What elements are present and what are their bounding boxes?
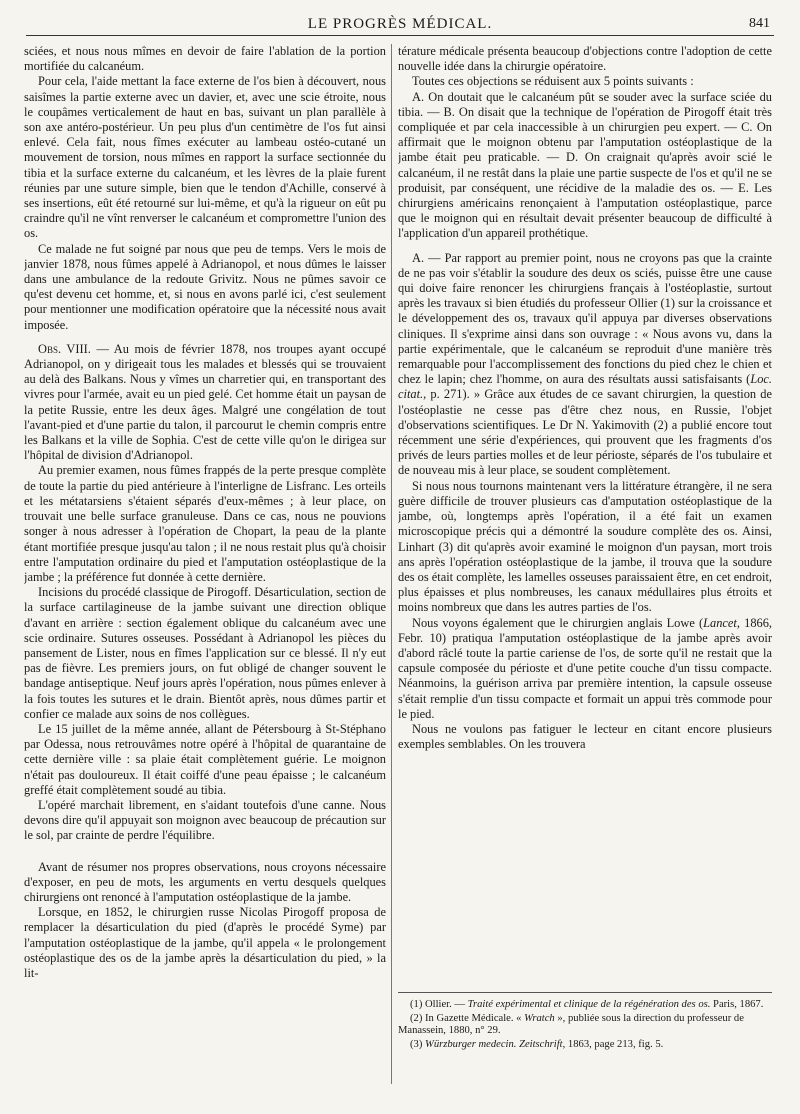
text-run: », publiée sous la direction du professeur de Manassein, 1880, n° 29. bbox=[398, 1012, 744, 1037]
paragraph bbox=[398, 251, 772, 479]
citation: Wratch bbox=[524, 1012, 555, 1024]
journal-title: LE PROGRÈS MÉDICAL. bbox=[307, 16, 493, 32]
left-column bbox=[24, 44, 386, 1092]
citation: Traité expérimental et clinique de la régénération des os. bbox=[467, 999, 711, 1010]
paragraph: Si nous nous tournons maintenant vers la littérature étrangère, il ne sera guère difficile de trouver plusieurs cas d'amputation ostéoplastique de la jambe, où, longtemps après l'opération, il a été fait un examen microscopique précis qui a démontré la soudure complète des os. Ainsi, Linhart (3) dit qu'après avoir examiné le moignon d'un paysan, mort trois ans après l'opération ostéoplastique de la jambe, il trouva que la soudure des os était complète, les lamelles osseuses paraissaient être, en cet endroit, plus épaisses et plus nombreuses, les canaux médullaires plus étroits et moins nombreux que dans les autres parties de l'os. bbox=[398, 478, 772, 615]
paragraph: Avant de résumer nos propres observations, nous croyons nécessaire d'exposer, en peu de mots, les arguments en vertu desquels quelques chirurgiens ont renoncé à l'amputation ostéoplastique de la jambe. bbox=[24, 859, 386, 904]
paragraph: L'opéré marchait librement, en s'aidant toutefois d'une canne. Nous devons dire qu'il appuyait son moignon avec beaucoup de précaution sur le sol, par crainte de perdre l'équilibre. bbox=[24, 797, 386, 843]
footnote bbox=[398, 1039, 772, 1052]
page-header bbox=[26, 10, 774, 36]
footnote bbox=[398, 1013, 772, 1038]
citation: Würzburger medecin. Zeitschrift, bbox=[425, 1038, 566, 1050]
paragraph: Ce malade ne fut soigné par nous que peu de temps. Vers le mois de janvier 1878, nous fûmes appelé à Adrianopol, et nous dûmes le laisser dans une ambulance de la redoute Grivitz. Nous ne pûmes savoir ce qu'est devenu cet homme, et, si nous en avons parlé ici, c'est seulement pour mentionner une modification opératoire que la nécessité nous avait imposée. bbox=[24, 241, 386, 332]
column-divider bbox=[391, 44, 392, 1084]
text-run: 1863, page 213, fig. 5. bbox=[565, 1038, 664, 1050]
paragraph: Au premier examen, nous fûmes frappés de la perte presque complète de toute la partie du pied antérieure à l'interligne de Lisfranc. Les orteils et les métatarsiens s'étaient séparés d'eux-mêmes ; à leur place, on trouvait une belle surface granuleuse. Dans ce cas, nous ne pouvions songer à nous adresser à l'opération de Chopart, la peau de la plante étant mortifiée presque jusqu'au talon ; il ne nous restait plus qu'à choisir entre l'amputation ordinaire du pied et l'amputation ostéoplastique de la jambe ; la préférence fut donnée à cette dernière. bbox=[24, 463, 386, 584]
paragraph: A. On doutait que le calcanéum pût se souder avec la surface sciée du tibia. — B. On disait que la technique de l'opération de Pirogoff était très compliquée et par cela inaccessible à un chirurgien peu expert. — C. On affirmait que le moignon obtenu par l'amputation ostéoplastique de la jambe était peu praticable. — D. On craignait qu'après avoir scié le calcanéum, il ne restât dans la plaie une partie suspecte de l'os et qu'il ne se produisit, par conséquent, une récidive de la maladie des os. — E. Les chirurgiens américains renonçaient à l'amputation ostéoplastique, parce que le moignon qui en résultait devait présenter beaucoup de difficulté à l'application d'un appareil prothétique. bbox=[398, 89, 772, 241]
paragraph: Toutes ces objections se réduisent aux 5 points suivants : bbox=[412, 74, 694, 89]
text-run: Nous voyons également que le chirurgien anglais Lowe ( bbox=[412, 615, 704, 630]
text-run: Paris, 1867. bbox=[710, 999, 764, 1010]
observation-text: — Au mois de février 1878, nos troupes ayant occupé Adrianopol, on y dirigeait tous les malades et blessés qui se trouvaient au delà des Balkans. Nous y vîmes un charretier qui, en transportant des vivres pour l'armée, avait eu un pied gelé. Cet homme était un paysan de la petite Russie, entre les deux âges. Malgré une congélation de tout l'avant-pied et d'une partie du talon, il parcourut le chemin compris entre les Balkans et la ville de Sophia. C'est de cette ville qu'on le dirigea sur l'hôpital de division d'Adrianopol. bbox=[24, 341, 386, 463]
footnotes bbox=[398, 992, 772, 1052]
text-run: (1) Ollier. — bbox=[410, 999, 468, 1010]
right-column bbox=[398, 44, 772, 1092]
text-run: , p. 271). » Grâce aux études de ce savant chirurgien, la question de l'ostéoplastie ne cesse pas d'être chez nous, en Russie, l'objet d'observations scientifiques. Le Dr N. Yakimovith (2) a publié encore tout récemment une série d'expériences, qui prouvent que les fragments d'os privés de leurs parties molles et de leur périoste, séparés de l'os tubulaire et de nouveau mis à leur place, se soudent complètement. bbox=[398, 387, 772, 478]
paragraph: Pour cela, l'aide mettant la face externe de l'os bien à découvert, nous saisîmes la partie externe avec un davier, et, avec une scie étroite, nous le coupâmes verticalement de haut en bas, suivant un plan parallèle à son axe antéro-postérieur. Un peu plus d'un centimètre de l'os fut ainsi enlevé. Cela fait, nous fîmes exécuter au lambeau ostéo-cutané un mouvement de torsion, nous mîmes en rapport la surface sectionnée du tibia et la surface externe du calcanéum, et les lèvres de la plaie furent réunies par une suture simple, bien que le tendon d'Achille, conservé à ses insertions, eût été retourné sur lui-même, et qu'à la rigueur on eût pu craindre qu'il ne vînt renverser le calcanéum et compromettre l'union des os. bbox=[24, 74, 386, 241]
paragraph: Nous ne voulons pas fatiguer le lecteur en citant encore plusieurs exemples semblables. On les trouvera bbox=[398, 721, 772, 752]
paragraph: Lorsque, en 1852, le chirurgien russe Nicolas Pirogoff proposa de remplacer la désarticulation du pied (d'après le procédé Syme) par l'amputation ostéoplastique de la jambe, qu'il appela « le prolongement ostéoplastique des os de la jambe après la désarticulation du pied, » la lit- bbox=[24, 905, 386, 980]
citation: Loc. citat. bbox=[398, 372, 772, 402]
observation-label: Obs. VIII. bbox=[38, 341, 91, 356]
paragraph: Incisions du procédé classique de Pirogoff. Désarticulation, section de la surface cartilagineuse de la jambe suivant une direction oblique d'avant en arrière : section également oblique du calcanéum avec une scie ordinaire. Sutures osseuses. Possédant à Adrianopol les pièces du pansement de Lister, nous en fîmes l'application sur ce blessé. Il n'y eut pas de fièvre. Les premiers jours, on fut obligé de changer souvent le bandage antiseptique. Neuf jours après l'opération, nous pûmes enlever à la fois toutes les sutures et le drain. Bientôt après, nous dûmes partir et confier ce malade aux soins de nos collègues. bbox=[24, 585, 386, 721]
paragraph: Le 15 juillet de la même année, allant de Pétersbourg à St-Stéphano par Odessa, nous retrouvâmes notre opéré à l'hôpital de quarantaine de cette dernière ville : sa plaie était complètement guérie. Le moignon n'était pas douloureux. Il était coiffé d'une peau épaisse ; le calcanéum greffé était complètement soudé au tibia. bbox=[24, 721, 386, 797]
paragraph bbox=[398, 616, 772, 722]
page-number: 841 bbox=[749, 16, 770, 31]
observation-paragraph bbox=[24, 342, 386, 464]
citation: Lancet bbox=[703, 615, 737, 630]
spacer bbox=[398, 242, 772, 251]
text-run: , 1866, Febr. 10) pratiqua l'amputation ostéoplastique de la jambe après avoir d'abord râclé toute la partie cariense de l'os, de sorte qu'il ne restait que la capsule composée du périoste et d'une petite couche d'un tissu compacte. Néanmoins, la guérison arriva par première intention, la capsule osseuse s'était remplie d'un tissu compacte et formait un appui très commode pour le pied. bbox=[398, 615, 772, 721]
paragraph: sciées, et nous nous mîmes en devoir de faire l'ablation de la portion mortifiée du calcanéum. bbox=[24, 44, 386, 74]
spacer bbox=[24, 333, 386, 342]
footnote bbox=[398, 999, 772, 1012]
paragraph: térature médicale présenta beaucoup d'objections contre l'adoption de cette nouvelle idée dans la chirurgie opératoire. bbox=[398, 44, 772, 74]
text-run: (2) In Gazette Médicale. « bbox=[410, 1012, 525, 1024]
text-run: (3) bbox=[410, 1038, 426, 1050]
spacer bbox=[24, 844, 386, 860]
text-run: A. — Par rapport au premier point, nous ne croyons pas que la crainte de ne pas voir s'établir la soudure des deux os sciés, puisse être une cause qui doive faire renoncer les chirurgiens français à l'ostéoplastie, surtout après les travaux si bien étudiés du professeur Ollier (1) sur la croissance et le développement des os, travaux qu'il appuya par diverses observations cliniques. Il s'exprime ainsi dans son ouvrage : « Nous avons vu, dans la partie expérimentale, que le calcanéum se reproduit d'une manière très remarquable pour l'accomplissement des fonctions du pied chez le chien et chez le lapin; chez l'homme, on aura des résultats aussi satisfaisants ( bbox=[398, 250, 772, 387]
header-rule bbox=[26, 35, 774, 36]
